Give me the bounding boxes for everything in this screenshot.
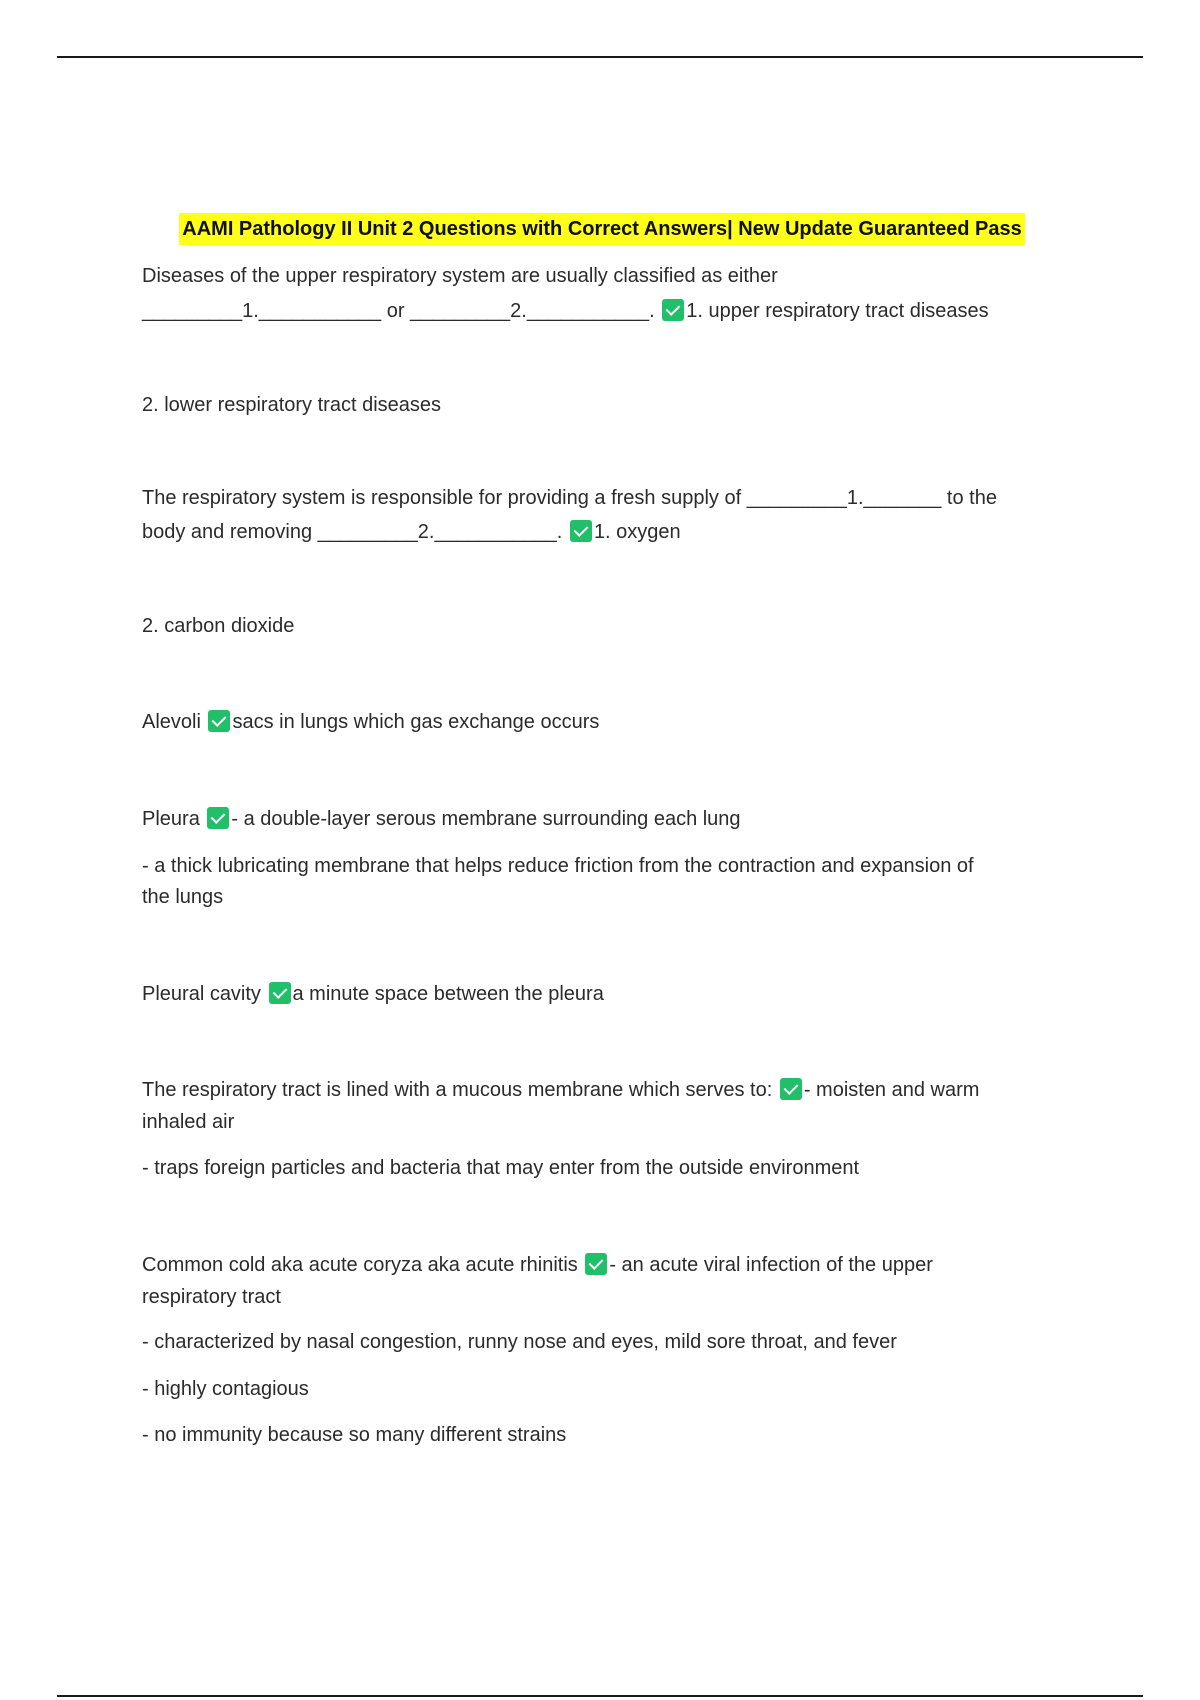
answer-text: - no immunity because so many different strains xyxy=(142,1424,567,1446)
check-box-icon xyxy=(269,982,291,1004)
answer-text: sacs in lungs which gas exchange occurs xyxy=(232,711,600,733)
answer-text: - characterized by nasal congestion, runny nose and eyes, mild sore throat, and fever xyxy=(142,1331,897,1353)
term-answer-line xyxy=(142,804,741,834)
term-text: Common cold aka acute coryza aka acute rhinitis xyxy=(142,1254,578,1276)
answer-text: 1. upper respiratory tract diseases xyxy=(686,300,989,322)
answer-text: - moisten and warm xyxy=(803,1079,980,1101)
answer-text: 2. carbon dioxide xyxy=(142,615,295,637)
answer-text: 1. oxygen xyxy=(593,521,681,543)
answer-text: - a double-layer serous membrane surrounding each lung xyxy=(231,808,741,830)
bottom-rule xyxy=(57,1695,1143,1697)
check-box-icon xyxy=(207,807,229,829)
term-answer-line xyxy=(142,1250,933,1280)
question-line: The respiratory system is responsible for providing a fresh supply of _________1._______ to the xyxy=(142,487,997,509)
term-answer-line xyxy=(142,979,604,1009)
answer-text: respiratory tract xyxy=(142,1286,281,1308)
document-title: AAMI Pathology II Unit 2 Questions with Correct Answers| New Update Guaranteed Pass xyxy=(179,213,1024,245)
term-answer-line xyxy=(142,707,599,737)
check-box-icon xyxy=(208,710,230,732)
answer-text: 2. lower respiratory tract diseases xyxy=(142,394,442,416)
term-text: Pleural cavity xyxy=(142,983,261,1005)
check-box-icon xyxy=(780,1078,802,1100)
title-row xyxy=(142,213,1062,245)
question-blanks: _________1.___________ or _________2.___________. xyxy=(142,300,655,322)
answer-text: - highly contagious xyxy=(142,1378,309,1400)
term-text: The respiratory tract is lined with a mucous membrane which serves to: xyxy=(142,1079,773,1101)
check-box-icon xyxy=(570,520,592,542)
term-text: Alevoli xyxy=(142,711,201,733)
term-answer-line xyxy=(142,1075,979,1105)
answer-text: inhaled air xyxy=(142,1111,235,1133)
question-answer-line xyxy=(142,296,989,326)
answer-text: - an acute viral infection of the upper xyxy=(609,1254,933,1276)
question-answer-line xyxy=(142,517,681,547)
check-box-icon xyxy=(662,299,684,321)
answer-text: the lungs xyxy=(142,886,224,908)
answer-text: - a thick lubricating membrane that helps reduce friction from the contraction and expansion of xyxy=(142,855,974,877)
answer-text: a minute space between the pleura xyxy=(292,983,604,1005)
term-text: Pleura xyxy=(142,808,200,830)
answer-text: - traps foreign particles and bacteria that may enter from the outside environment xyxy=(142,1157,860,1179)
question-blanks: body and removing _________2.___________. xyxy=(142,521,563,543)
top-rule xyxy=(57,56,1143,58)
check-box-icon xyxy=(585,1253,607,1275)
question-line: Diseases of the upper respiratory system are usually classified as either xyxy=(142,265,778,287)
